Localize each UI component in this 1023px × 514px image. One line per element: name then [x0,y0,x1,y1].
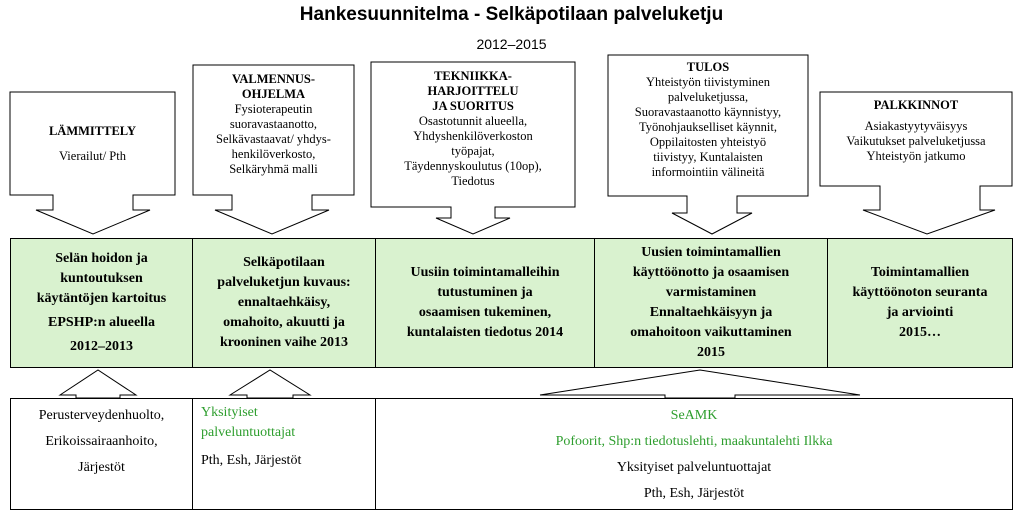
callout-line: Vaikutukset palveluketjussa [846,134,986,148]
phase-line: 2015 [697,345,725,360]
callout-line: informointiin välineitä [651,165,765,179]
callout-line: palveluketjussa, [667,90,749,104]
partners-row [10,398,1013,510]
up-arrow-2 [230,370,310,398]
callout-line: Selkäryhmä malli [229,162,318,176]
phase-line: kuntoutuksen [60,271,143,286]
partner-line: Pofoorit, Shp:n tiedotuslehti, maakuntalehti Ilkka [555,434,833,449]
callout-line: Täydennyskoulutus (10op), [404,159,542,173]
partner-line: SeAMK [670,408,718,423]
phase-1 [11,239,193,367]
phase-line: käyttöönotto ja osaamisen [632,265,790,280]
phase-2 [193,239,376,367]
callout-line: tiivistyy, Kuntalaisten [653,150,763,164]
callout-head: VALMENNUS- [231,72,316,86]
up-arrow-3 [540,370,860,398]
phase-line: Toimintamallien [870,265,970,280]
partner-line: Erikoissairaanhoito, [45,434,158,449]
phase-line: Uusiin toimintamalleihin [410,265,560,280]
partner-line: Yksityiset [201,405,258,420]
diagram-years: 2012–2015 [476,36,547,52]
partner-line: Pth, Esh, Järjestöt [201,453,302,468]
callout-line: Osastotunnit alueella, [418,114,528,128]
phase-line: käytäntöjen kartoitus [36,291,167,306]
callout-line: Yhteistyön tiivistyminen [646,75,770,89]
phase-5 [828,239,1012,367]
up-arrow-1 [60,370,136,398]
callout-line: henkilöverkosto, [231,147,316,161]
partner-line: Perusterveydenhuolto, [38,408,165,423]
callout-valmennus [193,72,354,177]
phase-line: kuntalaisten tiedotus 2014 [406,325,564,340]
callout-head: TEKNIIKKA- [434,69,512,83]
partners-3 [376,399,1012,509]
phase-line: ja arviointi [886,305,954,320]
phase-line: Uusien toimintamallien [641,245,781,260]
partner-line: Pth, Esh, Järjestöt [643,486,745,501]
phase-line: varmistaminen [665,285,757,300]
callout-line: Yhteistyön jatkumo [866,149,966,163]
callout-head: TULOS [686,60,730,74]
phase-line: osaamisen tukeminen, [418,305,552,320]
callout-head: LÄMMITTELY [48,124,137,138]
partner-line: Järjestöt [78,460,125,475]
callout-line [10,139,175,149]
callout-line: Fysioterapeutin [234,102,313,116]
callout-line: työpajat, [451,144,495,158]
phase-line: Selän hoidon ja [55,251,148,266]
phase-line: 2015… [899,325,941,340]
callout-line: Suoravastaanotto käynnistyy, [634,105,782,119]
phase-4 [595,239,828,367]
phase-line: omahoito, akuutti ja [223,315,345,330]
callout-palkkinnot [820,98,1012,164]
callout-head: HARJOITTELU [427,84,519,98]
callout-line: Oppilaitosten yhteistyö [649,135,767,149]
callout-line: Vierailut/ Pth [59,149,126,163]
callout-line: Yhdyshenkilöverkoston [413,129,533,143]
partners-2 [193,399,376,509]
callout-line: Selkävastaavat/ yhdys- [216,132,331,146]
phase-line: 2012–2013 [70,339,133,354]
callout-line: Asiakastyytyväisyys [864,119,968,133]
phase-line: Selkäpotilaan [243,255,325,270]
phase-line: käyttöönoton seuranta [852,285,988,300]
partner-line: Yksityiset palveluntuottajat [616,460,772,475]
phase-line: Ennaltaehkäisyyn ja [649,305,773,320]
callout-head: PALKKINNOT [873,98,959,112]
phase-line: tutustuminen ja [437,285,533,300]
phase-line: omahoitoon vaikuttaminen [630,325,792,340]
callout-line: Työnohjaukselliset käynnit, [639,120,777,134]
phase-line: EPSHP:n alueella [48,315,155,330]
diagram-title: Hankesuunnitelma - Selkäpotilaan palveluketju [299,4,724,25]
callout-head: JA SUORITUS [432,99,514,113]
callout-lammittely [10,124,175,164]
partners-1 [11,399,193,509]
phase-line: ennaltaehkäisy, [237,295,331,310]
phase-line: palveluketjun kuvaus: [217,275,351,290]
phase-band [10,238,1013,368]
callout-head: OHJELMA [241,87,306,101]
partner-line: palveluntuottajat [201,425,296,440]
callout-tulos [608,60,808,180]
callout-line: Tiedotus [451,174,495,188]
callout-tekniikka [371,69,575,189]
callout-line: suoravastaanotto, [229,117,318,131]
phase-line: krooninen vaihe 2013 [219,335,349,350]
phase-3 [376,239,595,367]
